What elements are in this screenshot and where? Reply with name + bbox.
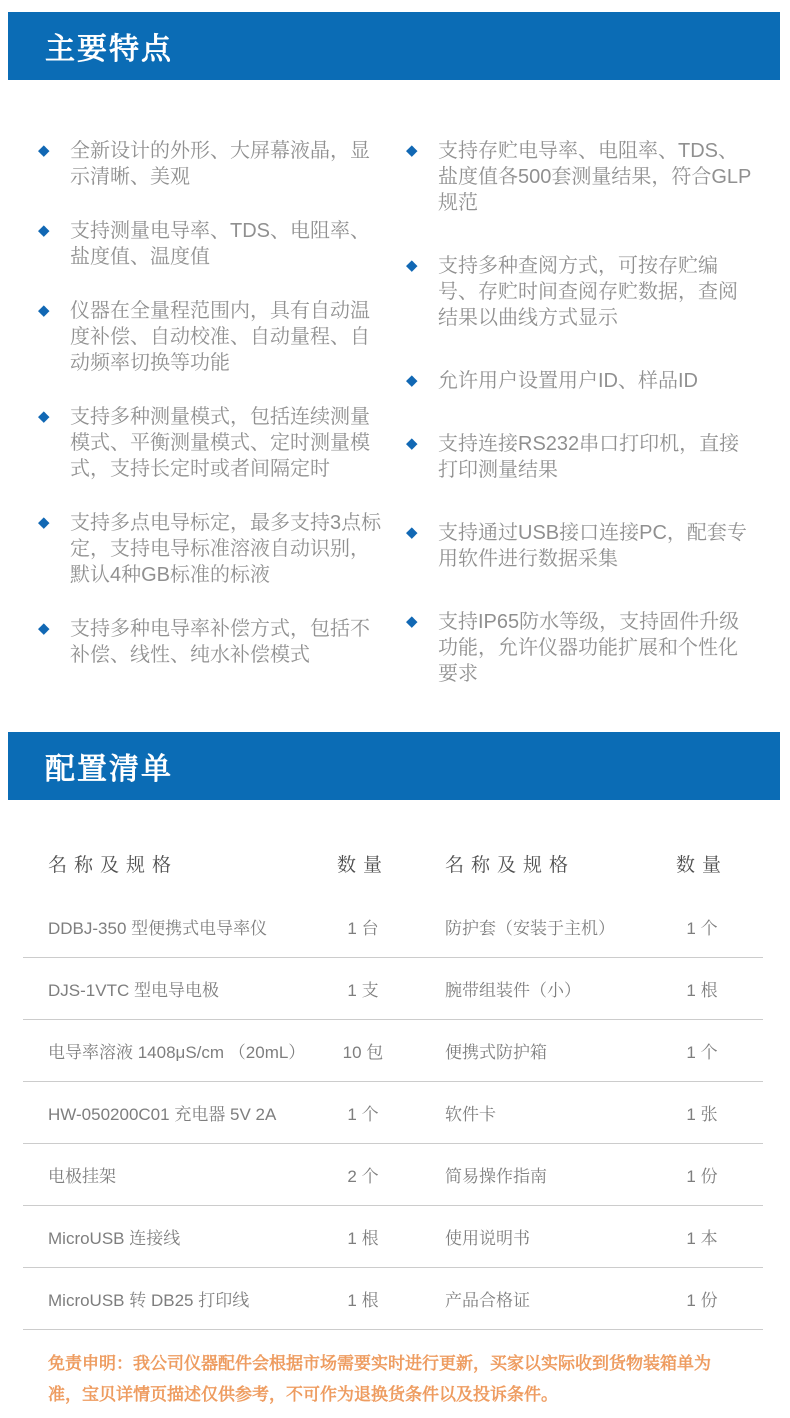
config-table — [23, 840, 763, 1330]
feature-text: 支持IP65防水等级，支持固件升级功能，允许仪器功能扩展和个性化要求 — [438, 611, 740, 685]
diamond-bullet-icon: ◆ — [38, 620, 50, 637]
item-qty-right: 1 个 — [686, 1043, 718, 1062]
item-name-left: HW-050200C01 充电器 5V 2A — [48, 1105, 277, 1124]
item-qty-right: 1 本 — [686, 1229, 718, 1248]
feature-text: 支持多种电导率补偿方式，包括不补偿、线性、纯水补偿模式 — [70, 618, 370, 666]
diamond-bullet-icon: ◆ — [38, 142, 50, 159]
item-name-left: DJS-1VTC 型电导电极 — [48, 981, 219, 1000]
feature-item — [38, 404, 386, 482]
item-qty-left: 1 根 — [347, 1229, 379, 1248]
features-title: 主要特点 — [45, 33, 173, 66]
feature-item — [38, 218, 386, 270]
item-name-right: 软件卡 — [445, 1105, 496, 1124]
features-column-right — [406, 138, 754, 724]
diamond-bullet-icon: ◆ — [406, 257, 418, 274]
feature-item — [38, 616, 386, 668]
item-name-right: 便携式防护箱 — [445, 1043, 547, 1062]
diamond-bullet-icon: ◆ — [406, 372, 418, 389]
table-row — [23, 896, 763, 958]
features-column-left — [38, 138, 386, 724]
column-header-qty-right: 数量 — [675, 854, 728, 876]
item-qty-right: 1 根 — [686, 981, 718, 1000]
item-name-right: 使用说明书 — [445, 1229, 530, 1248]
column-header-name-left: 名称及规格 — [48, 854, 179, 876]
item-qty-left: 1 根 — [347, 1291, 379, 1310]
feature-item — [38, 138, 386, 190]
feature-text: 支持测量电导率、TDS、电阻率、盐度值、温度值 — [70, 220, 370, 268]
feature-text: 仪器在全量程范围内，具有自动温度补偿、自动校准、自动量程、自动频率切换等功能 — [70, 300, 370, 374]
item-qty-left: 1 个 — [347, 1105, 379, 1124]
config-title: 配置清单 — [45, 753, 173, 786]
diamond-bullet-icon: ◆ — [38, 408, 50, 425]
item-name-right: 简易操作指南 — [445, 1167, 547, 1186]
feature-text: 支持通过USB接口连接PC，配套专用软件进行数据采集 — [438, 522, 747, 570]
table-row — [23, 1268, 763, 1330]
features-section — [38, 138, 754, 724]
table-row — [23, 1020, 763, 1082]
item-name-right: 产品合格证 — [445, 1291, 530, 1310]
disclaimer-text: 免责申明：我公司仪器配件会根据市场需要实时进行更新，买家以实际收到货物装箱单为准，宝贝详情页描述仅供参考，不可作为退换货条件以及投诉条件。 — [48, 1354, 711, 1404]
feature-item — [406, 609, 754, 687]
feature-text: 支持多种查阅方式，可按存贮编号、存贮时间查阅存贮数据，查阅结果以曲线方式显示 — [438, 255, 738, 329]
config-table-body — [23, 896, 763, 1330]
item-qty-right: 1 个 — [686, 919, 718, 938]
feature-text: 支持多点电导标定，最多支持3点标定，支持电导标准溶液自动识别，默认4种GB标准的标液 — [70, 512, 382, 586]
table-row — [23, 1082, 763, 1144]
feature-item — [406, 520, 754, 572]
item-qty-right: 1 份 — [686, 1167, 718, 1186]
column-header-name-right: 名称及规格 — [445, 854, 576, 876]
feature-item — [406, 368, 754, 394]
feature-text: 全新设计的外形、大屏幕液晶，显示清晰、美观 — [70, 140, 370, 188]
feature-text: 支持连接RS232串口打印机，直接打印测量结果 — [438, 433, 740, 481]
diamond-bullet-icon: ◆ — [38, 222, 50, 239]
item-qty-left: 1 台 — [347, 919, 379, 938]
feature-text: 支持多种测量模式，包括连续测量模式、平衡测量模式、定时测量模式，支持长定时或者间隔定时 — [70, 406, 370, 480]
item-qty-left: 1 支 — [347, 981, 379, 1000]
diamond-bullet-icon: ◆ — [38, 514, 50, 531]
item-qty-left: 10 包 — [342, 1043, 384, 1062]
table-row — [23, 1144, 763, 1206]
feature-item — [38, 298, 386, 376]
config-table-header-row — [23, 840, 763, 886]
item-qty-left: 2 个 — [347, 1167, 379, 1186]
feature-item — [406, 138, 754, 216]
item-name-left: MicroUSB 转 DB25 打印线 — [48, 1291, 250, 1310]
feature-item — [38, 510, 386, 588]
diamond-bullet-icon: ◆ — [406, 435, 418, 452]
item-name-left: DDBJ-350 型便携式电导率仪 — [48, 919, 268, 938]
table-row — [23, 1206, 763, 1268]
feature-item — [406, 253, 754, 331]
item-name-left: MicroUSB 连接线 — [48, 1229, 181, 1248]
diamond-bullet-icon: ◆ — [406, 613, 418, 630]
item-name-left: 电导率溶液 1408μS/cm （20mL） — [48, 1043, 306, 1062]
item-qty-right: 1 份 — [686, 1291, 718, 1310]
feature-item — [406, 431, 754, 483]
diamond-bullet-icon: ◆ — [406, 142, 418, 159]
features-section-header — [8, 12, 780, 80]
item-name-left: 电极挂架 — [48, 1167, 116, 1186]
column-header-qty-left: 数量 — [336, 854, 389, 876]
item-qty-right: 1 张 — [686, 1105, 718, 1124]
diamond-bullet-icon: ◆ — [406, 524, 418, 541]
table-row — [23, 958, 763, 1020]
item-name-right: 防护套（安装于主机） — [445, 919, 615, 938]
feature-text: 允许用户设置用户ID、样品ID — [438, 370, 698, 392]
feature-text: 支持存贮电导率、电阻率、TDS、盐度值各500套测量结果，符合GLP规范 — [438, 140, 752, 214]
item-name-right: 腕带组装件（小） — [445, 981, 581, 1000]
config-section-header — [8, 732, 780, 800]
diamond-bullet-icon: ◆ — [38, 302, 50, 319]
